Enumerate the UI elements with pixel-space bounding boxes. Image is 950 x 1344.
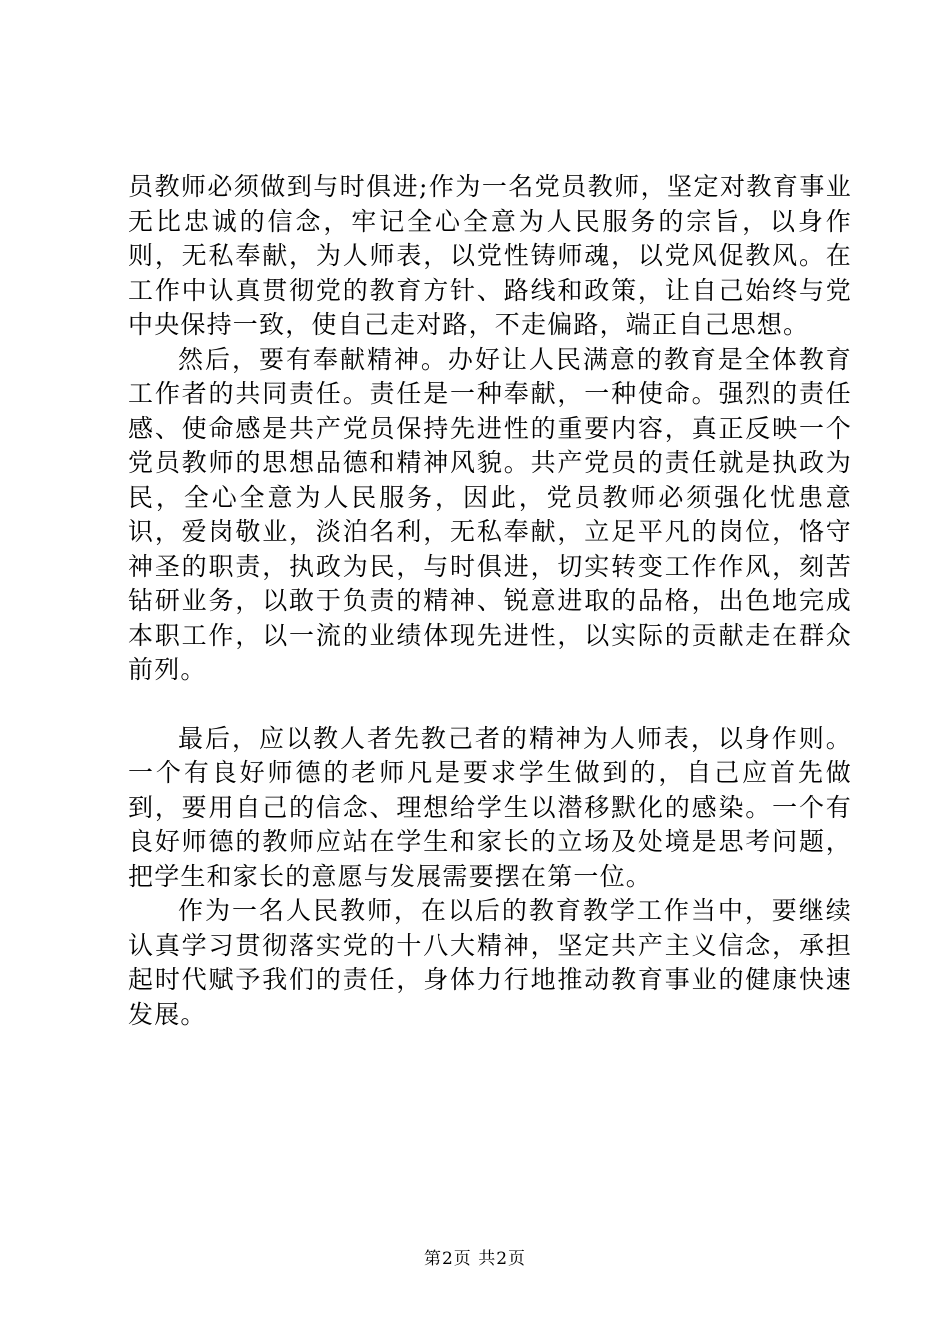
- document-body: [128, 170, 852, 1032]
- paragraph-continuation: 员教师必须做到与时俱进;作为一名党员教师，坚定对教育事业无比忠诚的信念，牢记全心全意为人民服务的宗旨，以身作则，无私奉献，为人师表，以党性铸师魂，以党风促教风。在工作中认真贯彻党的教育方针、路线和政策，让自己始终与党中央保持一致，使自己走对路，不走偏路，端正自己思想。: [128, 172, 852, 339]
- paragraph-role-model: 最后，应以教人者先教己者的精神为人师表，以身作则。一个有良好师德的老师凡是要求学生做到的，自己应首先做到，要用自己的信念、理想给学生以潜移默化的感染。一个有良好师德的教师应站在学生和家长的立场及处境是思考问题，把学生和家长的意愿与发展需要摆在第一位。: [128, 723, 852, 891]
- paragraph-dedication: 然后，要有奉献精神。办好让人民满意的教育是全体教育工作者的共同责任。责任是一种奉献，一种使命。强烈的责任感、使命感是共产党员保持先进性的重要内容，真正反映一个党员教师的思想品德和精神风貌。共产党员的责任就是执政为民，全心全意为人民服务，因此，党员教师必须强化忧患意识，爱岗敬业，淡泊名利，无私奉献，立足平凡的岗位，恪守神圣的职责，执政为民，与时俱进，切实转变工作作风，刻苦钻研业务，以敢于负责的精神、锐意进取的品格，出色地完成本职工作，以一流的业绩体现先进性，以实际的贡献走在群众前列。: [128, 344, 852, 684]
- page-number-footer: 第2页 共2页: [423, 1249, 527, 1269]
- paragraph-conclusion: 作为一名人民教师，在以后的教育教学工作当中，要继续认真学习贯彻落实党的十八大精神，坚定共产主义信念，承担起时代赋予我们的责任，身体力行地推动教育事业的健康快速发展。: [128, 896, 852, 1029]
